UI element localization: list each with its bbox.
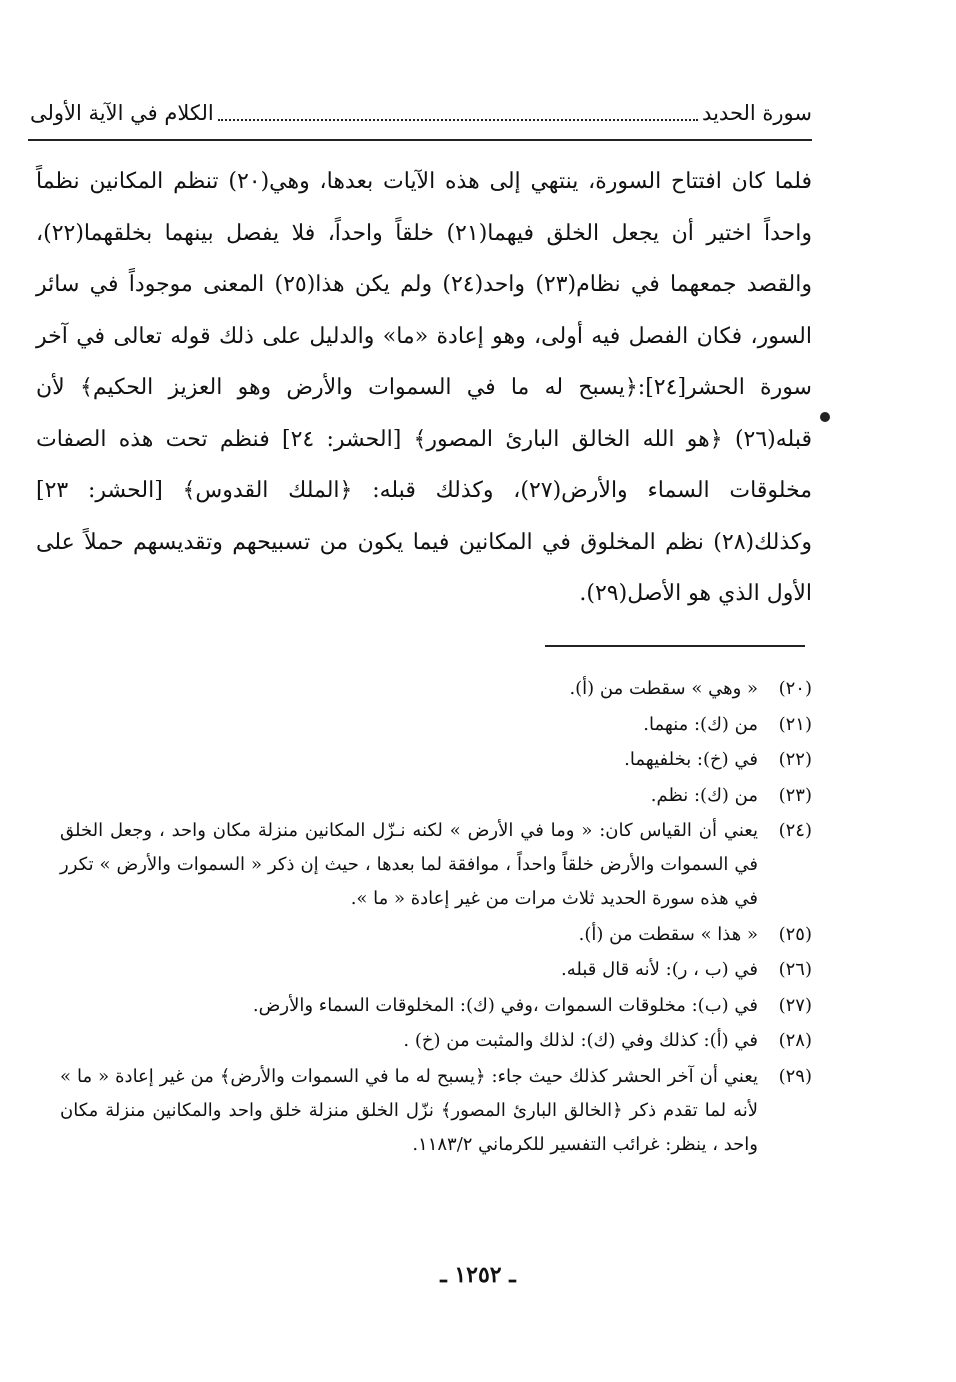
footnote-text: في (ب ، ر): لأنه قال قبله. — [561, 959, 758, 980]
footnote-number: (٢٢) — [778, 749, 812, 770]
footnote — [60, 989, 812, 1023]
margin-bullet — [820, 412, 830, 422]
footnote-text: « هذا » سقطت من (أ). — [578, 923, 758, 945]
header-rule — [28, 139, 812, 141]
footnote-text: من (ك): منهما. — [643, 713, 758, 735]
footnote — [60, 708, 812, 742]
footnote-text: يعني أن آخر الحشر كذلك حيث جاء: ﴿يسبح له ما في السموات والأرض﴾ من غير إعادة « ما » لأنه لما تقدم ذكر ﴿الخالق البارئ المصور﴾ نزّل الخلق منزلة خلق واحد والمكانين منزلة مكان واحد ، ينظر: غرائب التفسير للكرماني ١١٨٣/٢. — [60, 1065, 758, 1155]
footnote — [60, 953, 812, 987]
running-header — [30, 98, 812, 128]
footnote — [60, 814, 812, 916]
footnote-number: (٢٥) — [778, 923, 812, 945]
main-paragraph: فلما كان افتتاح السورة، ينتهي إلى هذه الآيات بعدها، وهي(٢٠) تنظم المكانين نظماً واحداً اختير أن يجعل الخلق فيهما(٢١) خلقاً واحداً، فلا يفصل بينهما بخلقهما(٢٢)، والقصد جمعهما في نظام(٢٣) واحد(٢٤) ولم يكن هذا(٢٥) المعنى موجوداً في سائر السور، فكان الفصل فيه أولى، وهو إعادة «ما» والدليل على ذلك قوله تعالى في آخر سورة الحشر[٢٤]:﴿يسبح له ما في السموات والأرض وهو العزيز الحكيم﴾ لأن قبله(٢٦) ﴿هو الله الخالق البارئ المصور﴾ [الحشر: ٢٤] فنظم تحت هذه الصفات مخلوقات السماء والأرض(٢٧)، وكذلك قبله: ﴿الملك القدوس﴾ [الحشر: ٢٣] وكذلك(٢٨) نظم المخلوق في المكانين فيما يكون من تسبيحهم وتقديسهم حملاً على الأول الذي هو الأصل(٢٩). — [36, 169, 812, 606]
footnote — [60, 918, 812, 952]
footnote-number: (٢٤) — [778, 820, 812, 841]
footnote-text: من (ك): نظم. — [650, 784, 758, 806]
footnote-separator — [545, 645, 805, 647]
header-dot-leader — [218, 119, 698, 121]
footnote-text: في (أ): كذلك وفي (ك): لذلك والمثبت من (خ) . — [403, 1030, 758, 1051]
footnote-number: (٢٩) — [778, 1065, 812, 1087]
page-number: ـ ١٢٥٢ ـ — [440, 1262, 516, 1288]
footnote — [60, 1060, 812, 1162]
footnote-text: « وهي » سقطت من (أ). — [569, 678, 758, 699]
header-section-title: الكلام في الآية الأولى — [30, 101, 214, 125]
footnote-number: (٢٦) — [778, 959, 812, 980]
footnote-number: (٢٠) — [778, 678, 812, 699]
footnote — [60, 779, 812, 813]
footnote-number: (٢٧) — [778, 994, 812, 1016]
footnote — [60, 672, 812, 706]
footnotes — [60, 672, 812, 1163]
footnote-text: في (ب): مخلوقات السموات ،وفي (ك): المخلوقات السماء والأرض. — [252, 994, 758, 1016]
footnote-number: (٢٣) — [778, 784, 812, 806]
header-surah-title: سورة الحديد — [702, 101, 812, 125]
footnote-number: (٢١) — [778, 713, 812, 735]
footnote — [60, 743, 812, 777]
footnote — [60, 1024, 812, 1058]
footnote-number: (٢٨) — [778, 1030, 812, 1051]
footnote-text: يعني أن القياس كان: « وما في الأرض » لكنه نـزّل المكانين منزلة مكان واحد ، وجعل الخلق في السموات والأرض خلقاً واحداً ، موافقة لما بعدها ، حيث إن ذكر « السموات والأرض » تكرر في هذه سورة الحديد ثلاث مرات من غير إعادة « ما ». — [60, 820, 758, 909]
footnote-text: في (خ): بخلفيهما. — [624, 749, 758, 770]
main-text — [36, 156, 812, 620]
